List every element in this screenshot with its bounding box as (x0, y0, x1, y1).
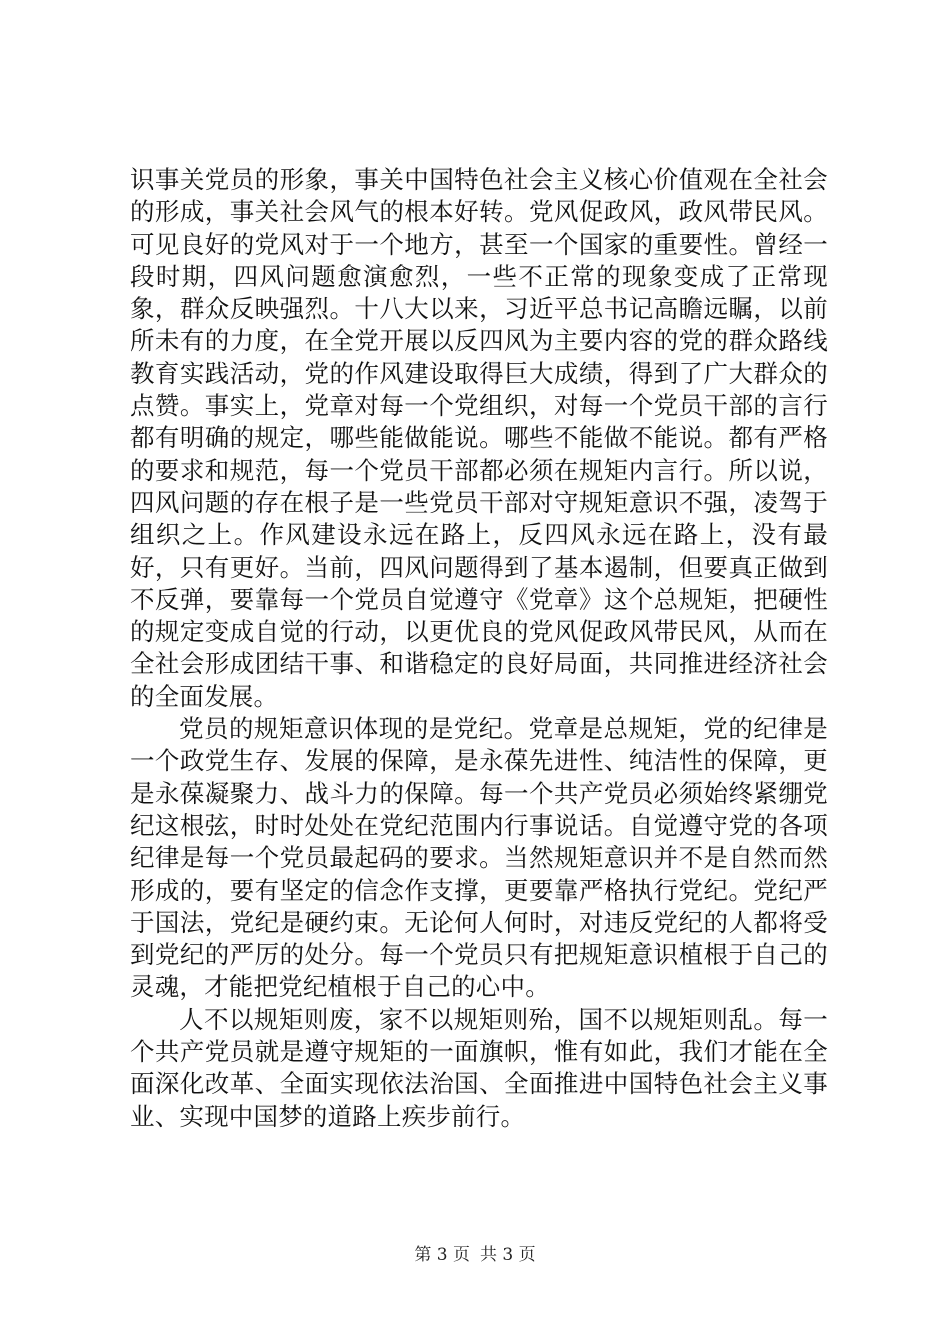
document-body (130, 164, 828, 1133)
page-footer (0, 1244, 950, 1266)
page-number: 第 3 页 (414, 1245, 470, 1265)
page-total: 共 3 页 (480, 1245, 536, 1265)
paragraph-party-discipline: 党员的规矩意识体现的是党纪。党章是总规矩，党的纪律是一个政党生存、发展的保障，是永葆先进性、纯洁性的保障，更是永葆凝聚力、战斗力的保障。每一个共产党员必须始终紧绷党纪这根弦，时时处处在党纪范围内行事说话。自觉遵守党的各项纪律是每一个党员最起码的要求。当然规矩意识并不是自然而然形成的，要有坚定的信念作支撑，更要靠严格执行党纪。党纪严于国法，党纪是硬约束。无论何人何时，对违反党纪的人都将受到党纪的严厉的处分。每一个党员只有把规矩意识植根于自己的灵魂，才能把党纪植根于自己的心中。 (130, 714, 828, 1002)
paragraph-continued: 识事关党员的形象，事关中国特色社会主义核心价值观在全社会的形成，事关社会风气的根本好转。党风促政风，政风带民风。可见良好的党风对于一个地方，甚至一个国家的重要性。曾经一段时期，四风问题愈演愈烈，一些不正常的现象变成了正常现象，群众反映强烈。十八大以来，习近平总书记高瞻远瞩，以前所未有的力度，在全党开展以反四风为主要内容的党的群众路线教育实践活动，党的作风建设取得巨大成绩，得到了广大群众的点赞。事实上，党章对每一个党组织，对每一个党员干部的言行都有明确的规定，哪些能做能说。哪些不能做不能说。都有严格的要求和规范，每一个党员干部都必须在规矩内言行。所以说，四风问题的存在根子是一些党员干部对守规矩意识不强，凌驾于组织之上。作风建设永远在路上，反四风永远在路上，没有最好，只有更好。当前，四风问题得到了基本遏制，但要真正做到不反弹，要靠每一个党员自觉遵守《党章》这个总规矩，把硬性的规定变成自觉的行动，以更优良的党风促政风带民风，从而在全社会形成团结干事、和谐稳定的良好局面，共同推进经济社会的全面发展。 (130, 165, 828, 711)
paragraph-conclusion: 人不以规矩则废，家不以规矩则殆，国不以规矩则乱。每一个共产党员就是遵守规矩的一面旗帜，惟有如此，我们才能在全面深化改革、全面实现依法治国、全面推进中国特色社会主义事业、实现中国梦的道路上疾步前行。 (130, 1004, 828, 1131)
